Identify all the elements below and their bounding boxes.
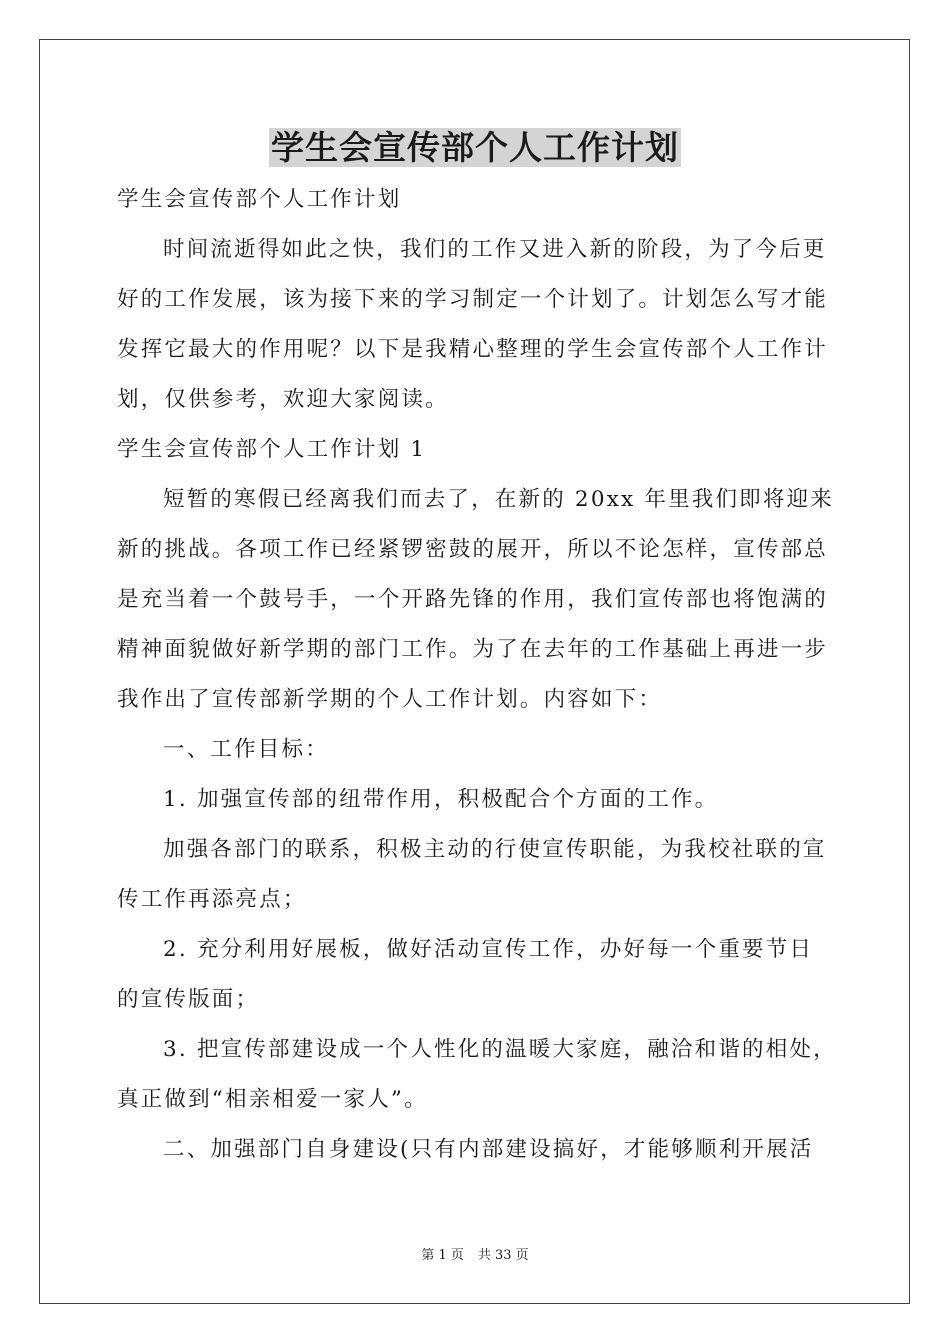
paragraph-line: 时间流逝得如此之快，我们的工作又进入新的阶段，为了今后更 <box>163 237 827 262</box>
paragraph-line: 真正做到“相亲相爱一家人”。 <box>117 1087 428 1112</box>
paragraph-line: 我作出了宣传部新学期的个人工作计划。内容如下： <box>117 687 663 712</box>
list-item: 2. 充分利用好展板，做好活动宣传工作，办好每一个重要节日 <box>163 937 814 962</box>
list-item: 1. 加强宣传部的纽带作用，积极配合个方面的工作。 <box>163 787 719 812</box>
paragraph-line: 加强各部门的联系，积极主动的行使宣传职能，为我校社联的宣 <box>163 837 827 862</box>
paragraph-line: 好的工作发展，该为接下来的学习制定一个计划了。计划怎么写才能 <box>117 287 829 312</box>
paragraph-line: 传工作再添亮点； <box>117 887 307 912</box>
section-heading: 学生会宣传部个人工作计划 1 <box>117 437 427 462</box>
document-title-text: 学生会宣传部个人工作计划 <box>271 128 679 167</box>
paragraph-line: 是充当着一个鼓号手，一个开路先锋的作用，我们宣传部也将饱满的 <box>117 587 829 612</box>
paragraph-line: 短暂的寒假已经离我们而去了，在新的 20xx 年里我们即将迎来 <box>163 487 834 512</box>
subtitle-line: 学生会宣传部个人工作计划 <box>117 187 402 212</box>
paragraph-line: 新的挑战。各项工作已经紧锣密鼓的展开，所以不论怎样，宣传部总 <box>117 537 829 562</box>
list-heading: 二、加强部门自身建设(只有内部建设搞好，才能够顺利开展活 <box>163 1137 814 1162</box>
paragraph-line: 的宣传版面； <box>117 987 260 1012</box>
page-footer <box>0 1247 950 1265</box>
page-total: 共 33 页 <box>477 1248 529 1263</box>
paragraph-line: 精神面貌做好新学期的部门工作。为了在去年的工作基础上再进一步 <box>117 637 829 662</box>
list-item: 3. 把宣传部建设成一个人性化的温暖大家庭，融洽和谐的相处， <box>163 1037 837 1062</box>
page-number: 第 1 页 <box>421 1248 464 1263</box>
paragraph-line: 划，仅供参考，欢迎大家阅读。 <box>117 387 449 412</box>
document-title <box>0 126 950 170</box>
list-heading: 一、工作目标： <box>163 737 329 762</box>
paragraph-line: 发挥它最大的作用呢？以下是我精心整理的学生会宣传部个人工作计 <box>117 337 829 362</box>
